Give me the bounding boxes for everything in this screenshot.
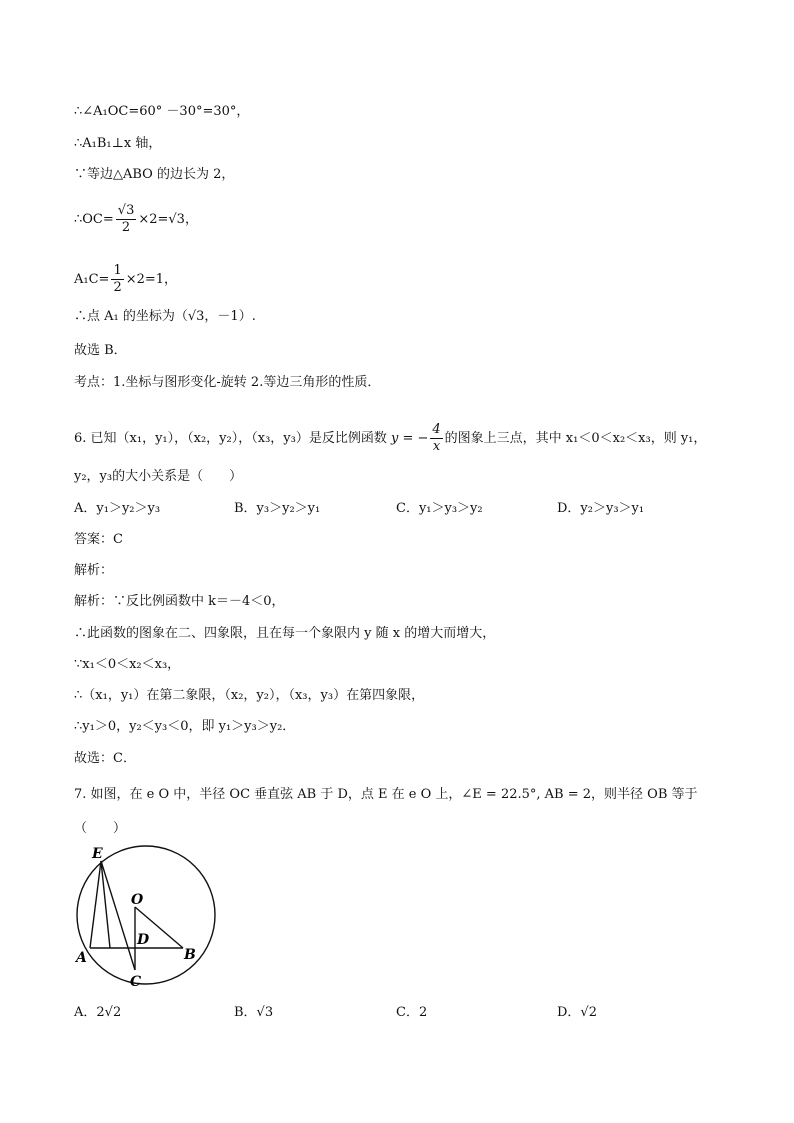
- q6-stem-b: 的图象上三点，其中 x₁＜0＜x₂＜x₃，则 y₁，: [444, 431, 707, 446]
- sol5-line1: ∴∠A₁OC=60° －30°=30°，: [74, 104, 250, 119]
- circle-o: [77, 846, 215, 984]
- q6-stem-line2: y₂，y₃的大小关系是（ ）: [74, 469, 243, 484]
- q6-answer: 答案：C: [74, 532, 123, 547]
- sol5-line8: 考点：1.坐标与图形变化-旋转 2.等边三角形的性质．: [74, 375, 381, 390]
- label-c: C: [130, 974, 142, 990]
- q7-option-b: B．√3: [234, 1005, 274, 1020]
- label-d: D: [137, 932, 150, 948]
- frac-numerator: 4: [432, 422, 441, 437]
- q6-analysis-line1: 解析：∵反比例函数中 k＝－4＜0，: [74, 594, 285, 609]
- q6-option-c: C．y₁＞y₃＞y₂: [396, 501, 483, 516]
- frac-numerator: √3: [117, 203, 135, 218]
- q6-analysis-line3: ∵x₁＜0＜x₂＜x₃，: [74, 657, 181, 672]
- q6-analysis-line6: 故选：C．: [74, 751, 136, 766]
- q6-stem-line1: [74, 422, 706, 455]
- q7-stem-line1: 7. 如图，在 e O 中，半径 OC 垂直弦 AB 于 D，点 E 在 e O 上，∠E = 22.5°, AB = 2，则半径 OB 等于: [74, 787, 698, 802]
- q7-option-d: D．√2: [557, 1005, 597, 1020]
- q6-analysis-line2: ∴此函数的图象在二、四象限，且在每一个象限内 y 随 x 的增大而增大，: [74, 626, 496, 641]
- sol5-line5-fraction: [111, 263, 123, 296]
- sol5-line4-fraction: [116, 203, 137, 236]
- q6-func-lhs: y = −: [390, 431, 429, 446]
- q6-analysis-line5: ∴y₁＞0，y₂＜y₃＜0，即 y₁＞y₃＞y₂．: [74, 719, 296, 734]
- sol5-line5: [74, 263, 177, 296]
- frac-denominator: x: [432, 439, 441, 454]
- segment-ea: [90, 861, 101, 948]
- q6-analysis-title: 解析：: [74, 563, 114, 578]
- label-o: O: [131, 892, 144, 908]
- label-b: B: [184, 947, 196, 963]
- q6-option-d: D．y₂＞y₃＞y₁: [557, 501, 645, 516]
- q7-option-c: C．2: [396, 1005, 428, 1020]
- frac-numerator: 1: [113, 263, 122, 278]
- sol5-line2: ∴A₁B₁⊥x 轴，: [74, 136, 162, 151]
- sol5-line4-pre: ∴OC=: [74, 212, 114, 227]
- sol5-line5-pre: A₁C=: [74, 272, 110, 287]
- sol5-line4: [74, 203, 198, 236]
- q6-func-fraction: [430, 422, 442, 455]
- label-a: A: [76, 950, 87, 966]
- q6-stem-a: 6. 已知（x₁，y₁），（x₂，y₂），（x₃，y₃）是反比例函数: [74, 431, 387, 446]
- frac-denominator: 2: [121, 220, 131, 235]
- sol5-line3: ∵等边△ABO 的边长为 2，: [74, 167, 235, 182]
- q6-option-a: A．y₁＞y₂＞y₃: [74, 501, 161, 516]
- sol5-line6: ∴点 A₁ 的坐标为（√3，－1）.: [74, 309, 256, 324]
- sol5-line4-post: ×2=√3，: [138, 212, 198, 227]
- q6-option-b: B．y₃＞y₂＞y₁: [234, 501, 321, 516]
- q6-analysis-line4: ∴（x₁，y₁）在第二象限，（x₂，y₂），（x₃，y₃）在第四象限，: [74, 688, 425, 703]
- q7-option-a: A．2√2: [74, 1005, 122, 1020]
- frac-denominator: 2: [113, 280, 122, 295]
- label-e: E: [92, 846, 103, 862]
- sol5-line5-post: ×2=1，: [125, 272, 178, 287]
- q7-stem-line2: （ ）: [74, 821, 127, 836]
- q7-circle-figure: [70, 840, 230, 990]
- sol5-line7: 故选 B．: [74, 343, 127, 358]
